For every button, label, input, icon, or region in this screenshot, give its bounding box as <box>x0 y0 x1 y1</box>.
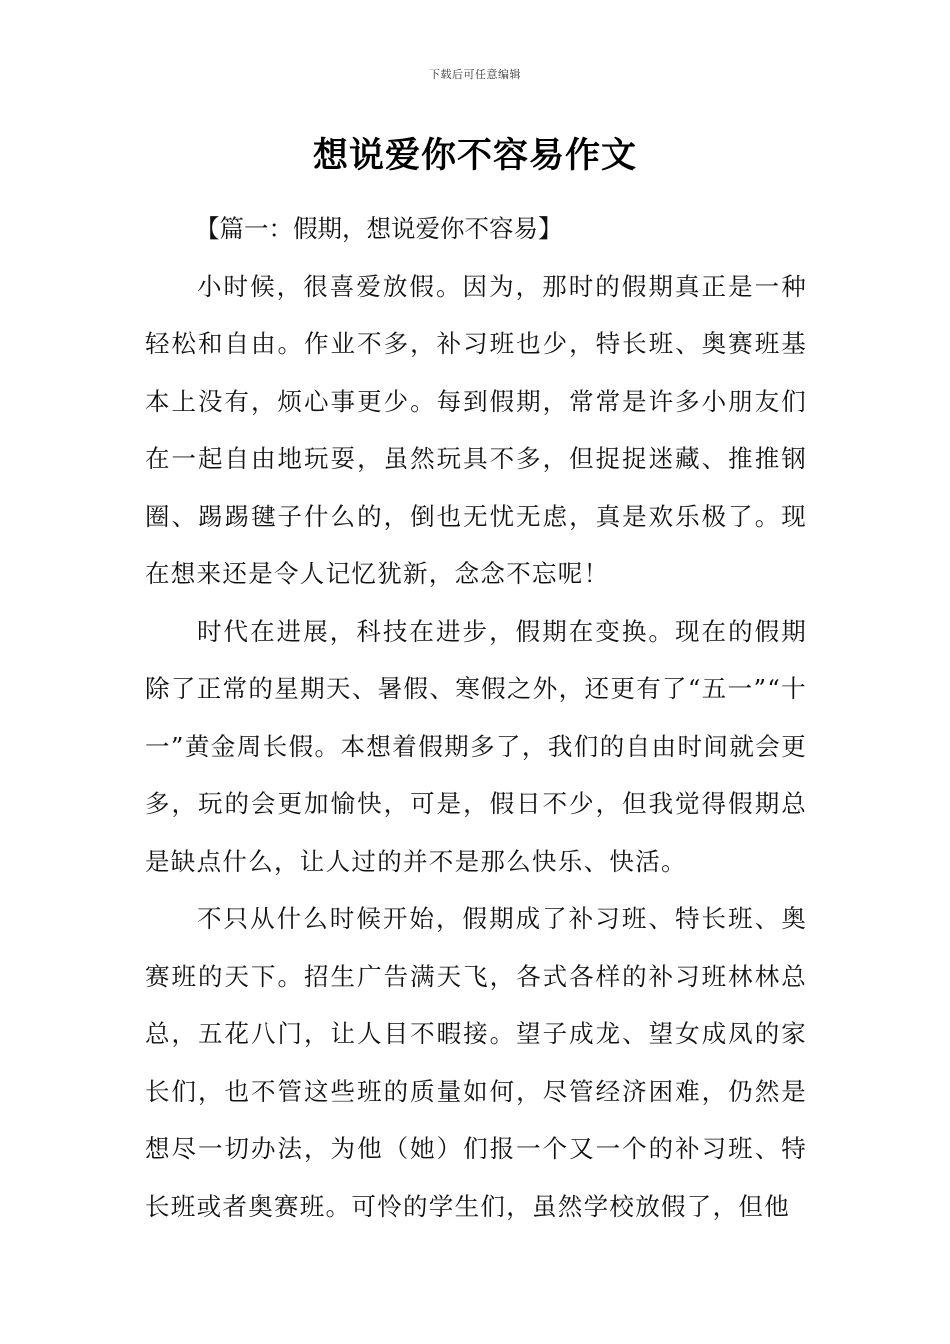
paragraph-1: 小时候，很喜爱放假。因为，那时的假期真正是一种轻松和自由。作业不多，补习班也少，特长班、奥赛班基本上没有，烦心事更少。每到假期，常常是许多小朋友们在一起自由地玩耍，虽然玩具不多，但捉捉迷藏、推推钢圈、踢踢毽子什么的，倒也无忧无虑，真是欢乐极了。现在想来还是令人记忆犹新，念念不忘呢！ <box>145 271 807 588</box>
document-body <box>145 200 807 1235</box>
paragraph-2: 时代在进展，科技在进步，假期在变换。现在的假期除了正常的星期天、暑假、寒假之外，还更有了“五一”“十一”黄金周长假。本想着假期多了，我们的自由时间就会更多，玩的会更加愉快，可是，假日不少，但我觉得假期总是缺点什么，让人过的并不是那么快乐、快活。 <box>145 616 807 876</box>
section-heading: 【篇一：假期，想说爱你不容易】 <box>195 214 563 243</box>
header-note: 下载后可任意编辑 <box>429 68 521 81</box>
paragraph-3: 不只从什么时候开始，假期成了补习班、特长班、奥赛班的天下。招生广告满天飞，各式各样的补习班林林总总，五花八门，让人目不暇接。望子成龙、望女成凤的家长们，也不管这些班的质量如何，尽管经济困难，仍然是想尽一切办法，为他（她）们报一个又一个的补习班、特长班或者奥赛班。可怜的学生们，虽然学校放假了，但他 <box>145 904 807 1221</box>
document-title: 想说爱你不容易作文 <box>312 136 637 176</box>
